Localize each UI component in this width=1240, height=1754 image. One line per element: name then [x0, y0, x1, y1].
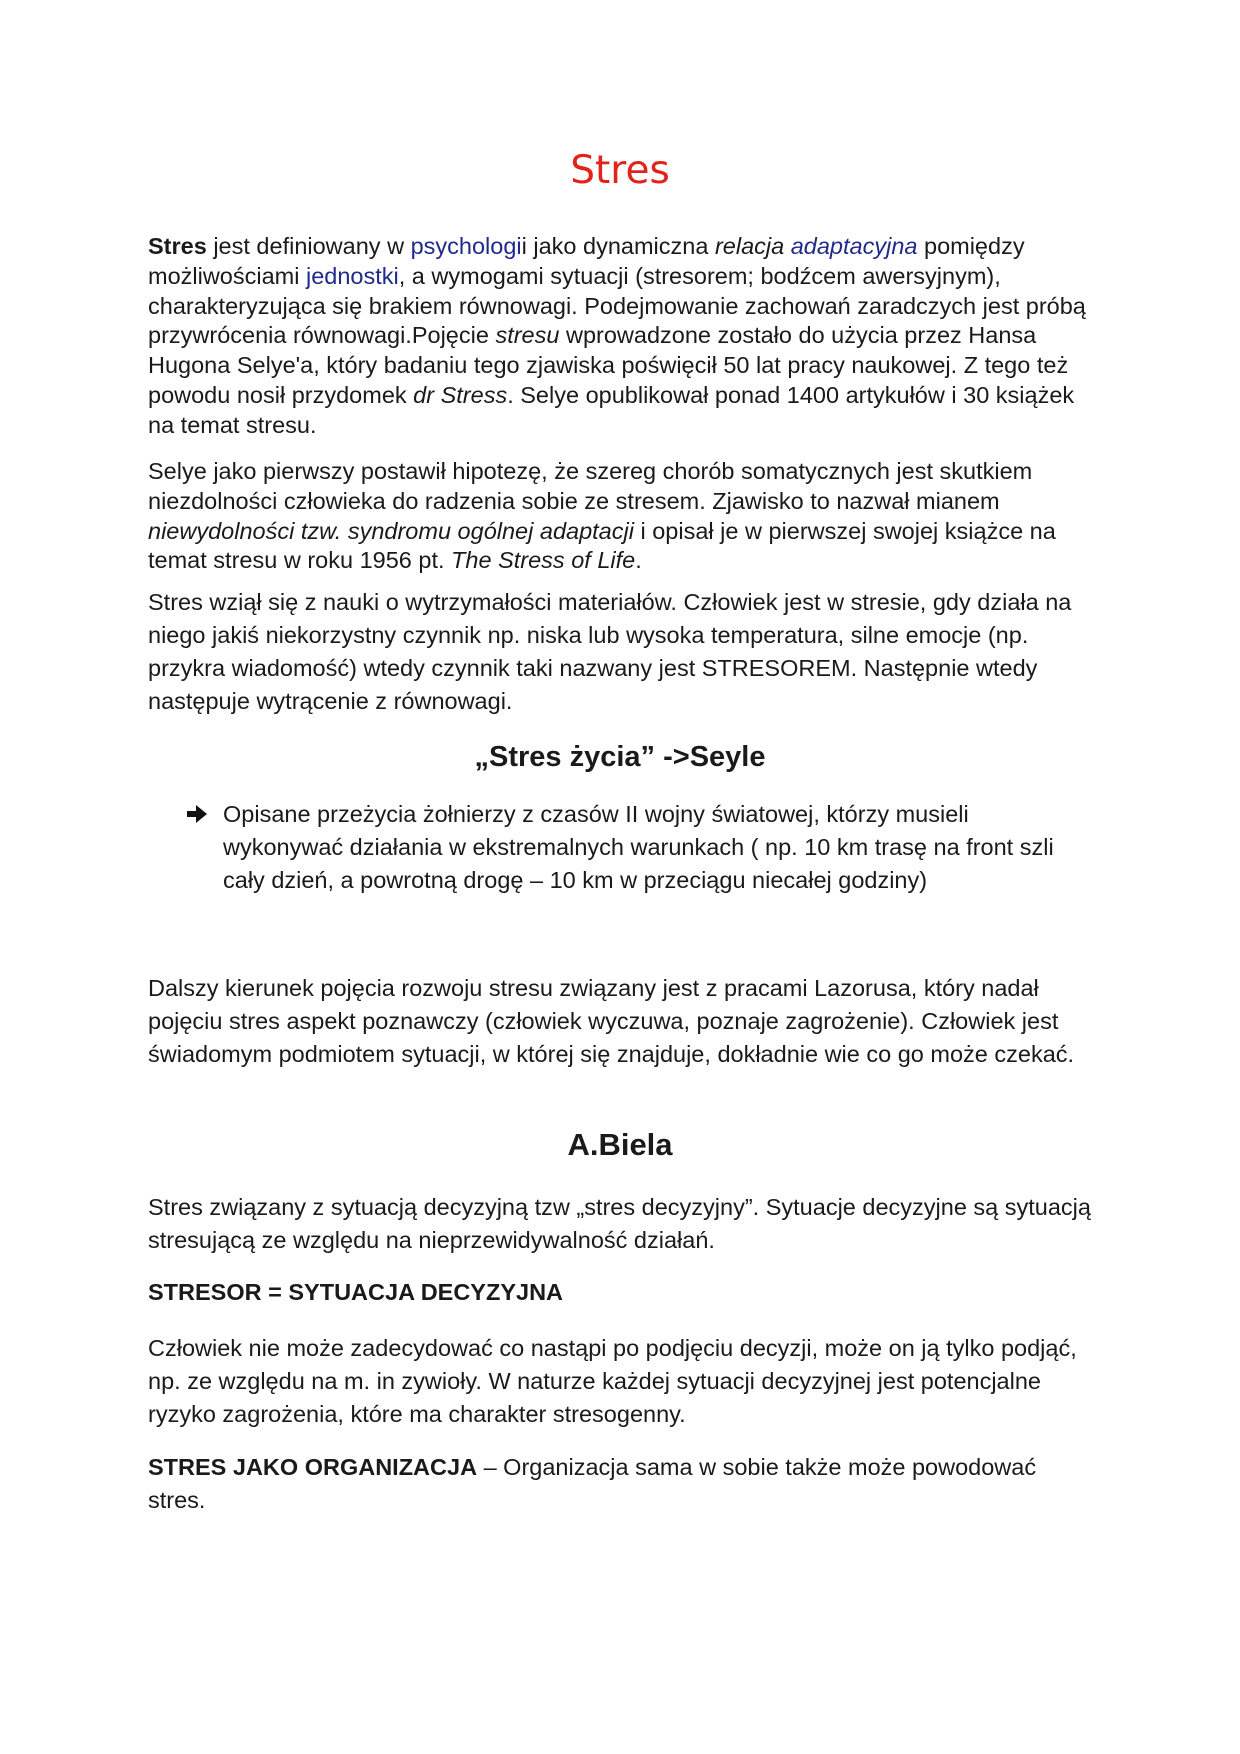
text: i jako dynamiczna — [521, 233, 715, 259]
paragraph-origin: Stres wziął się z nauki o wytrzymałości materiałów. Człowiek jest w stresie, gdy działa na niego jakiś niekorzystny czynnik np. niska lub wysoka temperatura, silne emocje (np. przykra wiadomość) wtedy czynnik taki nazwany jest STRESOREM. Następnie wtedy następuje wytrącenie z równowagi. — [148, 589, 1072, 714]
italic-text: dr Stress — [413, 381, 508, 408]
paragraph-decision-risk: Człowiek nie może zadecydować co nastąpi po podjęciu decyzji, może on ją tylko podjąć, np. ze względu na m. in zywioły. W naturze każdej sytuacji decyzyjnej jest potencjalne ryzyko zagrożenia, które ma charakter stresogenny. — [148, 1335, 1077, 1427]
heading-stres-zycia: „Stres życia” ->Seyle — [474, 741, 766, 773]
document-title: Stres — [570, 148, 670, 193]
term-stres: Stres — [148, 233, 207, 259]
italic-text: stresu — [495, 322, 560, 349]
label-stres-jako-organizacja: STRES JAKO ORGANIZACJA — [148, 1454, 478, 1480]
text: . Selye opublikował ponad 1400 artykułów i 30 książek na temat stresu. — [148, 381, 1075, 438]
text: wprowadzone zostało do użycia przez Hansa Hugona Selye'a, który badaniu tego zjawiska poświęcił 50 lat pracy naukowej. Z tego też powodu nosił przydomek — [148, 322, 1069, 408]
text: , a wymogami sytuacji (stresorem; bodźcem awersyjnym), charakteryzująca się brakiem równowagi. Podejmowanie zachowań zaradczych jest próbą przywrócenia równowagi.Pojęcie — [148, 262, 1086, 349]
text: Selye jako pierwszy postawił hipotezę, że szereg chorób somatycznych jest skutkiem niezdolności człowieka do radzenia sobie ze stresem. Zjawisko to nazwał mianem — [148, 458, 1033, 514]
text: . — [635, 547, 642, 574]
link-psychologia[interactable]: psychologi — [410, 233, 522, 259]
right-arrow-icon — [185, 802, 209, 826]
bullet-text: Opisane przeżycia żołnierzy z czasów II wojny światowej, którzy musieli wykonywać działania w ekstremalnych warunkach ( np. 10 km trasę na front szli cały dzień, a powrotną drogę – 10 km w przeciągu niecałej godziny) — [223, 801, 1054, 893]
text: – Organizacja sama w sobie także może powodować stres. — [148, 1454, 1037, 1513]
italic-text: niewydolności tzw. syndromu ogólnej adaptacji — [148, 517, 634, 544]
paragraph-selye — [148, 457, 1098, 576]
text: i opisał je w pierwszej swojej książce na temat stresu w roku 1956 pt. — [148, 517, 1056, 574]
paragraph-organization — [148, 1451, 1098, 1517]
link-jednostki[interactable]: jednostki — [306, 262, 399, 289]
heading-biela: A.Biela — [567, 1127, 673, 1162]
italic-text: relacja — [714, 233, 791, 259]
text: pomiędzy możliwościami — [148, 233, 1025, 289]
paragraph-lazorus: Dalszy kierunek pojęcia rozwoju stresu związany jest z pracami Lazorusa, który nadał pojęciu stres aspekt poznawczy (człowiek wyczuwa, poznaje zagrożenie). Człowiek jest świadomym podmiotem sytuacji, w której się znajduje, dokładnie wie co go może czekać. — [148, 975, 1075, 1067]
link-adaptacyjna[interactable]: adaptacyjna — [790, 233, 918, 259]
paragraph-definition — [148, 232, 1098, 441]
paragraph-decision-stress: Stres związany z sytuacją decyzyjną tzw „stres decyzyjny”. Sytuacje decyzyjne są sytuacją stresującą ze względu na nieprzewidywalność działań. — [148, 1194, 1091, 1253]
stresor-equation: STRESOR = SYTUACJA DECYZYJNA — [148, 1279, 564, 1305]
text: jest definiowany w — [206, 233, 411, 259]
book-title: The Stress of Life — [451, 547, 636, 574]
